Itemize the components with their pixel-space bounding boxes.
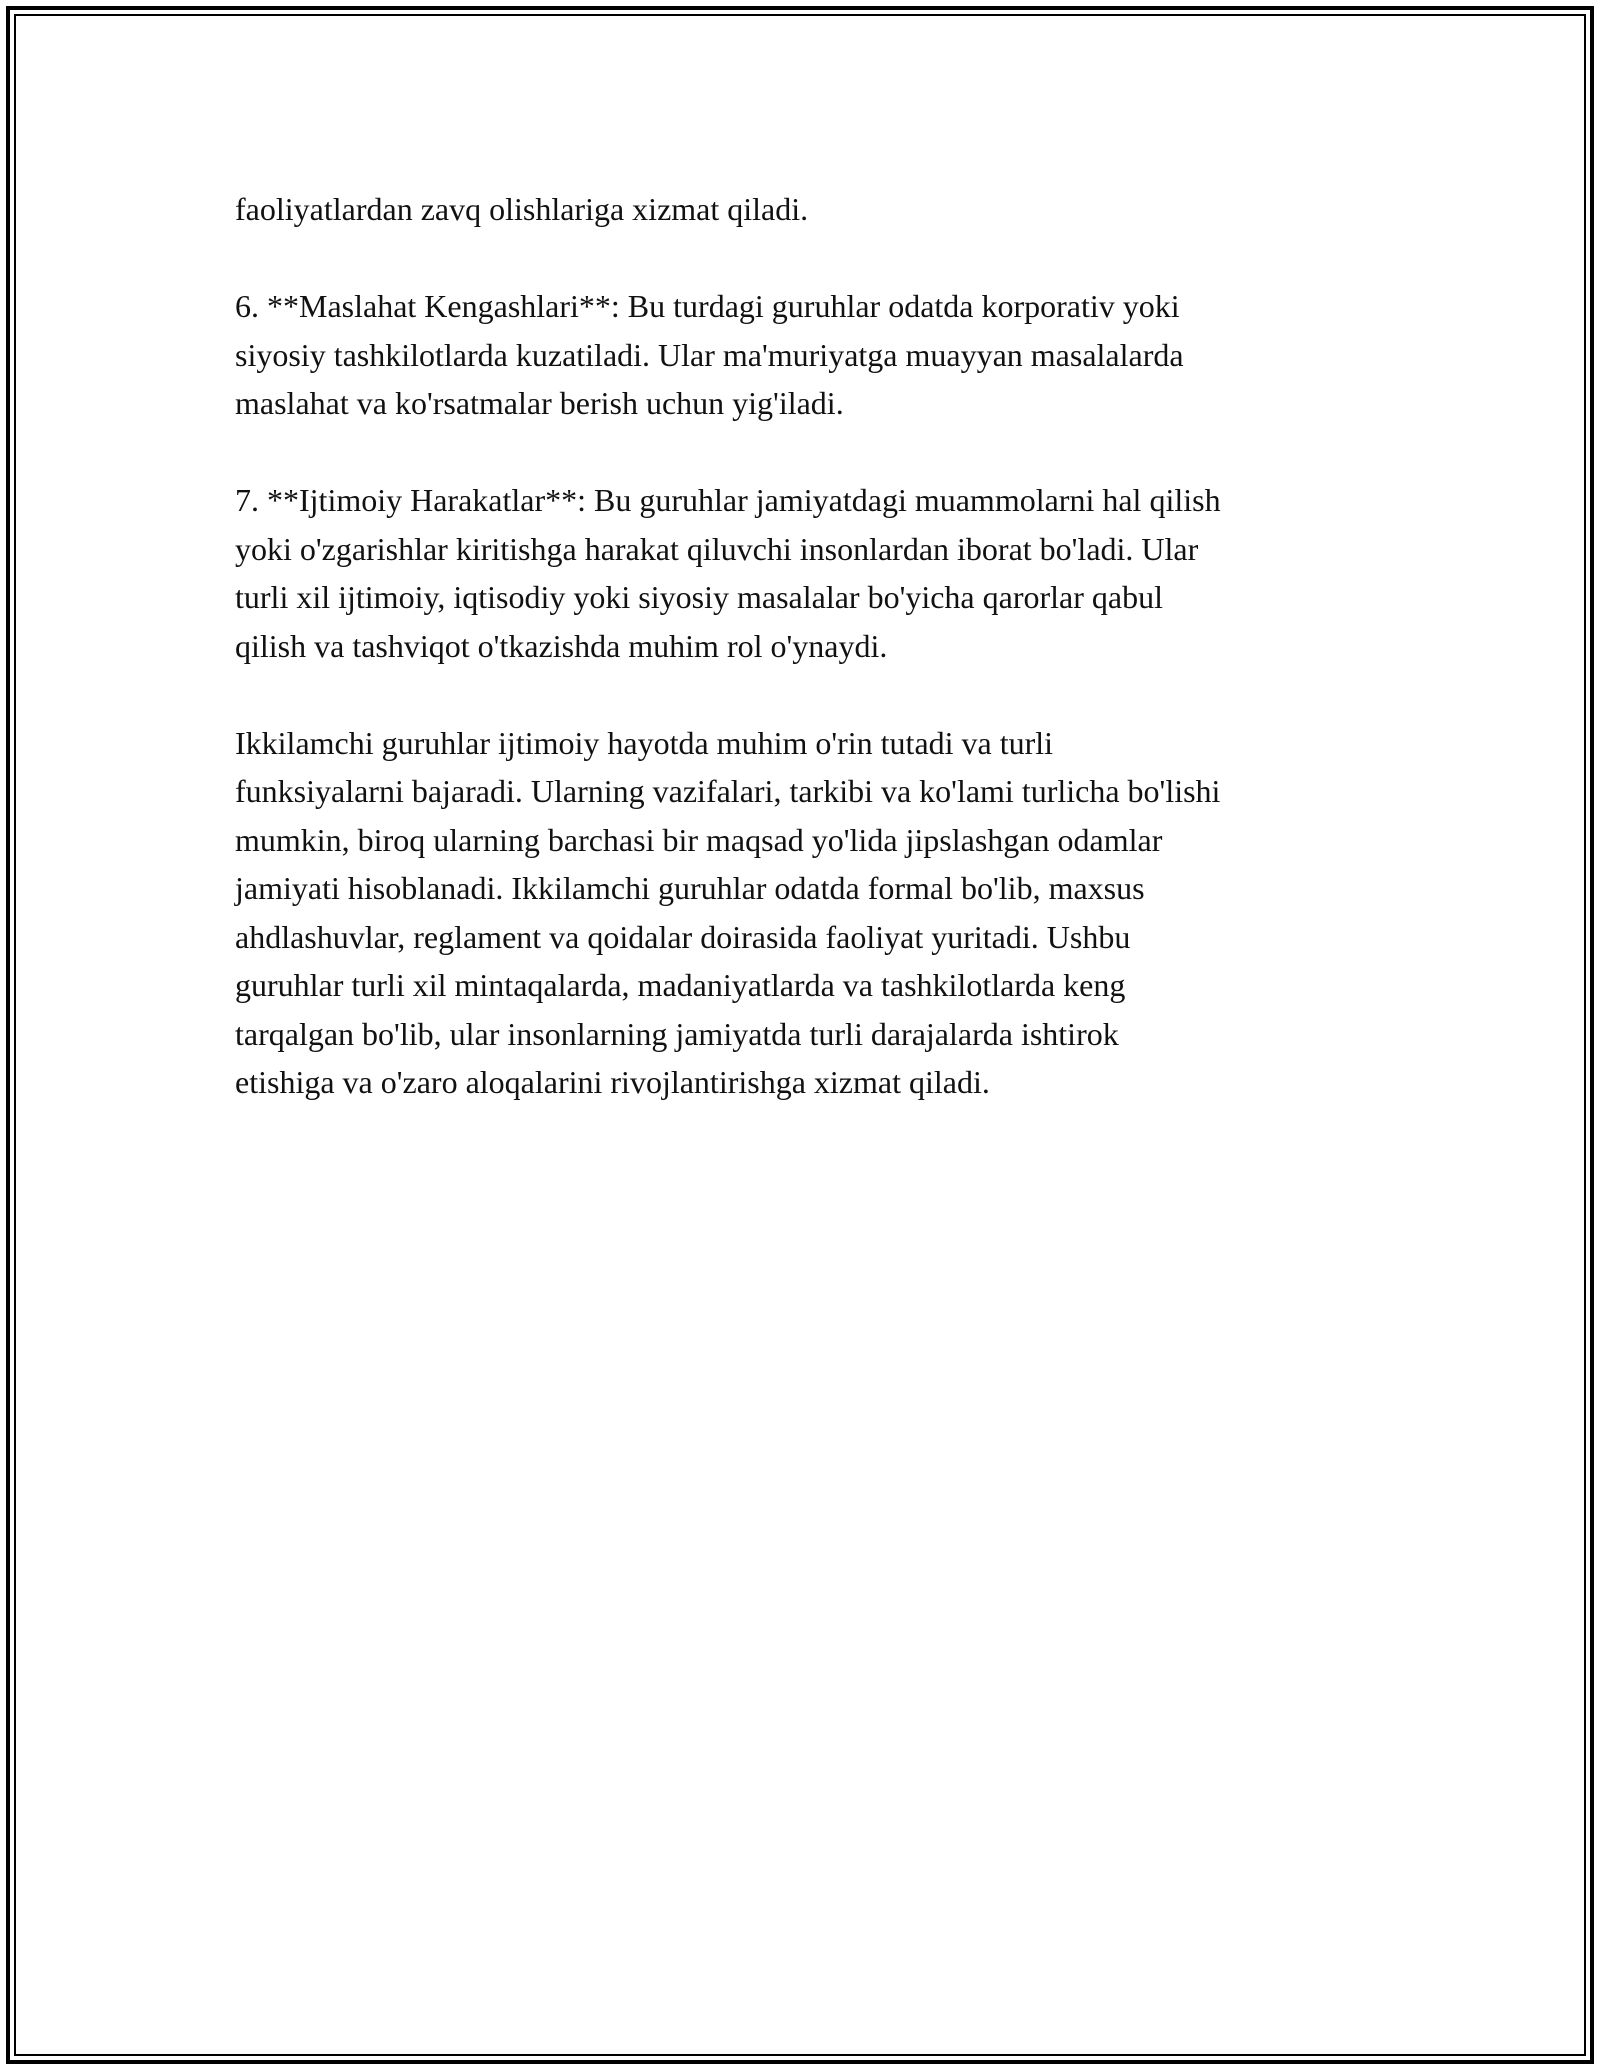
paragraph-continuation: faoliyatlardan zavq olishlariga xizmat qiladi. xyxy=(235,191,809,227)
paragraph-item-6: 6. **Maslahat Kengashlari**: Bu turdagi guruhlar odatda korporativ yoki siyosiy tashkilotlarda kuzatiladi. Ular ma'muriyatga muayyan masalalarda maslahat va ko'rsatmalar berish uchun yig'iladi. xyxy=(235,288,1184,421)
document-body xyxy=(235,185,1395,1155)
paragraph-item-7: 7. **Ijtimoiy Harakatlar**: Bu guruhlar jamiyatdagi muammolarni hal qilish yoki o'zgarishlar kiritishga harakat qiluvchi insonlardan iborat bo'ladi. Ular turli xil ijtimoiy, iqtisodiy yoki siyosiy masalalar bo'yicha qarorlar qabul qilish va tashviqot o'tkazishda muhim rol o'ynaydi. xyxy=(235,482,1221,664)
paragraph-conclusion: Ikkilamchi guruhlar ijtimoiy hayotda muhim o'rin tutadi va turli funksiyalarni bajaradi. Ularning vazifalari, tarkibi va ko'lami turlicha bo'lishi mumkin, biroq ularning barchasi bir maqsad yo'lida jipslashgan odamlar jamiyati hisoblanadi. Ikkilamchi guruhlar odatda formal bo'lib, maxsus ahdlashuvlar, reglament va qoidalar doirasida faoliyat yuritadi. Ushbu guruhlar turli xil mintaqalarda, madaniyatlarda va tashkilotlarda keng tarqalgan bo'lib, ular insonlarning jamiyatda turli darajalarda ishtirok etishiga va o'zaro aloqalarini rivojlantirishga xizmat qiladi. xyxy=(235,724,1221,1100)
